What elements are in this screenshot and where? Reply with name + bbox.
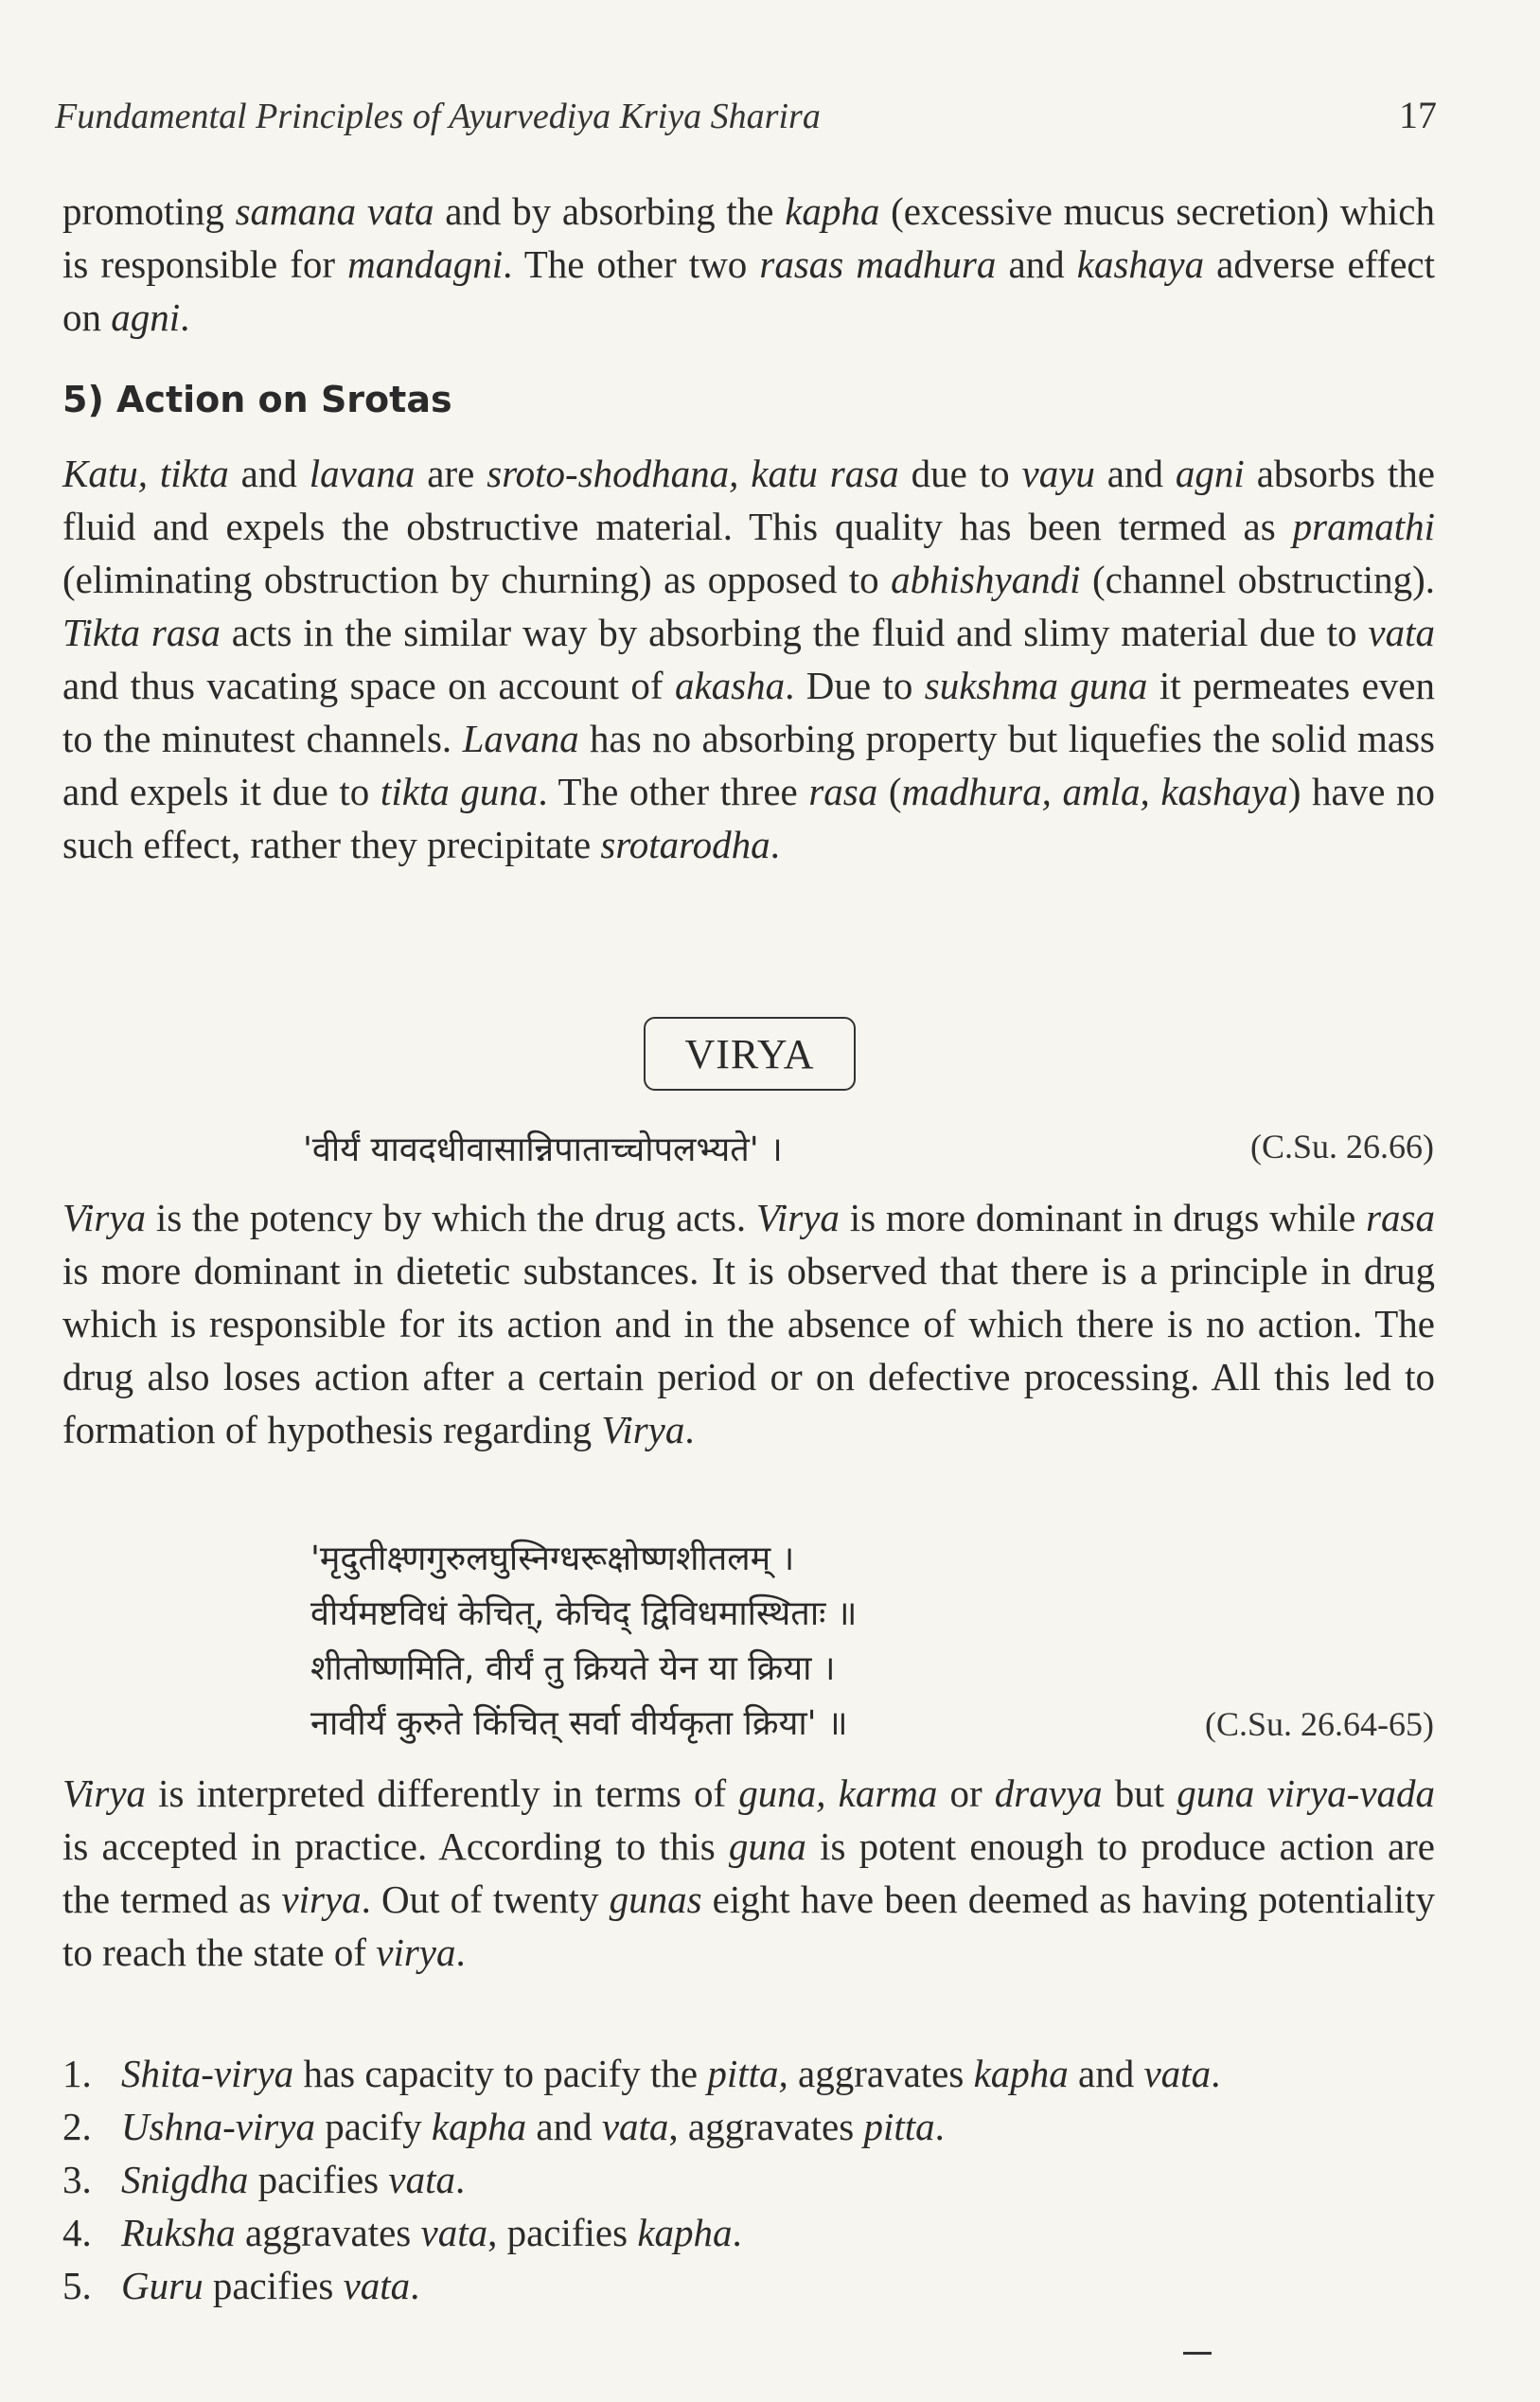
text-run: aggravates xyxy=(788,2052,974,2095)
text-run: are xyxy=(415,452,487,495)
italic-term: agni xyxy=(1175,452,1245,495)
list-text xyxy=(121,2100,1435,2153)
paragraph-samana-vata xyxy=(62,185,1435,344)
italic-term: Shita-virya xyxy=(121,2052,294,2095)
text-run: . xyxy=(455,1930,466,1974)
text-run: it permeates even to the minutest channels. xyxy=(62,664,1435,760)
text-run: . xyxy=(684,1408,695,1451)
paragraph-text xyxy=(62,447,1435,871)
list-text xyxy=(121,2206,1435,2259)
italic-term: Lavana xyxy=(462,717,579,760)
italic-term: vayu xyxy=(1021,452,1095,495)
paragraph-virya-definition xyxy=(62,1191,1435,1456)
virya-list xyxy=(62,2047,1435,2312)
italic-term: vata xyxy=(1143,2052,1212,2095)
verse-line: नावीर्यं कुरुते किंचित् सर्वा वीर्यकृता क्रिया' ॥ xyxy=(310,1704,848,1743)
italic-term: Virya xyxy=(62,1196,147,1239)
italic-term: tikta guna xyxy=(380,770,539,813)
page-dash-mark xyxy=(1183,2352,1212,2355)
italic-term: Virya xyxy=(755,1196,840,1239)
text-run: and xyxy=(1068,2052,1144,2095)
list-item xyxy=(62,2259,1435,2312)
text-run: has capacity to pacify the xyxy=(293,2052,708,2095)
text-run: is interpreted differently in terms of xyxy=(146,1771,739,1815)
list-text xyxy=(121,2153,1435,2206)
text-run: . Out of twenty xyxy=(361,1877,610,1921)
italic-term: vata xyxy=(601,2105,669,2148)
italic-term: Ushna-virya xyxy=(121,2105,315,2148)
text-run: adverse effect on xyxy=(62,242,1435,339)
text-run: and xyxy=(1094,452,1176,495)
italic-term: mandagni xyxy=(347,242,504,286)
list-number: 1. xyxy=(62,2052,92,2095)
text-run: . xyxy=(410,2264,420,2307)
text-run: (channel obstructing). xyxy=(1080,558,1436,601)
text-run: acts in the similar way by absorbing the fluid and slimy material due to xyxy=(220,611,1369,654)
italic-term: agni xyxy=(111,295,181,339)
text-run: absorbs the fluid and expels the obstructive material. This quality has been termed as xyxy=(62,452,1435,548)
italic-term: lavana xyxy=(309,452,416,495)
italic-term: Ruksha xyxy=(121,2211,236,2254)
text-run: and xyxy=(996,242,1077,286)
text-run: is more dominant in dietetic substances. It is observed that there is a principle in drug which is responsible for its action and in the absence of which there is no action. The drug also loses action after a certain period or on defective processing. All this led to formation of hypothesis regarding xyxy=(62,1249,1435,1451)
list-text xyxy=(121,2047,1435,2100)
text-run: (eliminating obstruction by churning) as opposed to xyxy=(62,558,892,601)
verse-line: शीतोष्णमिति, वीर्यं तु क्रियते येन या क्रिया । xyxy=(310,1649,836,1688)
sanskrit-quote: 'वीर्यं यावदधीवासान्निपाताच्चोपलभ्यते' । xyxy=(303,1130,783,1169)
paragraph-text xyxy=(62,185,1435,344)
text-run: or xyxy=(937,1771,995,1815)
italic-term: kapha xyxy=(973,2052,1069,2095)
text-run: aggravates xyxy=(235,2211,421,2254)
list-item xyxy=(62,2100,1435,2153)
list-item xyxy=(62,2206,1435,2259)
text-run: . xyxy=(732,2211,742,2254)
text-run: . xyxy=(180,295,190,339)
text-run: ( xyxy=(877,770,902,813)
citation: (C.Su. 26.66) xyxy=(1249,1128,1434,1165)
italic-term: akasha xyxy=(674,664,786,707)
italic-term: pramathi xyxy=(1292,505,1435,548)
italic-term: rasa xyxy=(1366,1196,1435,1239)
paragraph-text xyxy=(62,1767,1435,1979)
italic-term: kapha xyxy=(785,189,880,233)
text-run: ) have no such effect, rather they precipitate xyxy=(62,770,1436,866)
italic-term: Virya xyxy=(601,1408,685,1451)
text-run: , pacifies xyxy=(487,2211,638,2254)
list-text xyxy=(121,2259,1435,2312)
italic-term: vata xyxy=(1368,611,1435,654)
italic-term: vata xyxy=(388,2158,455,2201)
text-run: and thus vacating space on account of xyxy=(62,664,675,707)
paragraph-guna-virya xyxy=(62,1767,1435,1979)
text-run: and xyxy=(228,452,310,495)
running-head xyxy=(55,93,1437,159)
italic-term: madhura, amla, kashaya xyxy=(901,770,1288,813)
text-run: due to xyxy=(898,452,1022,495)
text-run: and xyxy=(526,2105,602,2148)
text-run: , aggravates xyxy=(668,2105,864,2148)
italic-term: srotarodha xyxy=(600,823,770,866)
italic-term: kapha xyxy=(637,2211,733,2254)
italic-term: sukshma guna xyxy=(924,664,1148,707)
text-run: (excessive mucus secretion) which is responsible for xyxy=(62,189,1436,286)
list-item xyxy=(62,2153,1435,2206)
text-run: is potent enough to produce action are the termed as xyxy=(62,1824,1435,1921)
italic-term: Guru xyxy=(121,2264,204,2307)
text-run: pacifies xyxy=(203,2264,344,2307)
text-run: . xyxy=(770,823,780,866)
text-run: but xyxy=(1102,1771,1177,1815)
list-number: 5. xyxy=(62,2264,92,2307)
list-number: 2. xyxy=(62,2105,92,2148)
paragraph-text xyxy=(62,1191,1435,1456)
italic-term: kashaya xyxy=(1076,242,1205,286)
italic-term: samana vata xyxy=(235,189,434,233)
italic-term: gunas xyxy=(609,1877,702,1921)
italic-term: sroto-shodhana, katu rasa xyxy=(487,452,899,495)
italic-term: dravya xyxy=(994,1771,1103,1815)
list-number: 4. xyxy=(62,2211,92,2254)
italic-term: virya xyxy=(376,1930,456,1974)
verse-line: 'मृदुतीक्ष्णगुरुलघुस्निग्धरूक्षोष्णशीतलम् । xyxy=(310,1539,795,1578)
italic-term: pitta xyxy=(863,2105,935,2148)
section-heading: 5) Action on Srotas xyxy=(62,379,452,420)
italic-term: guna xyxy=(728,1824,806,1868)
italic-term: vata xyxy=(420,2211,488,2254)
italic-term: pitta, xyxy=(707,2052,788,2095)
text-run: pacify xyxy=(314,2105,432,2148)
italic-term: guna virya-vada xyxy=(1177,1771,1436,1815)
text-run: is the potency by which the drug acts. xyxy=(146,1196,756,1239)
text-run: . The other three xyxy=(538,770,809,813)
list-item xyxy=(62,2047,1435,2100)
italic-term: kapha xyxy=(431,2105,527,2148)
italic-term: abhishyandi xyxy=(891,558,1081,601)
italic-term: Tikta rasa xyxy=(62,611,221,654)
text-run: . The other two xyxy=(503,242,760,286)
running-title: Fundamental Principles of Ayurvediya Kriya Sharira xyxy=(55,97,821,136)
page-number: 17 xyxy=(1399,94,1437,136)
text-run: promoting xyxy=(62,189,236,233)
italic-term: rasa xyxy=(808,770,878,813)
italic-term: Katu, tikta xyxy=(62,452,229,495)
text-run: is accepted in practice. According to this xyxy=(62,1824,729,1868)
text-run: and by absorbing the xyxy=(434,189,786,233)
italic-term: Snigdha xyxy=(121,2158,249,2201)
citation: (C.Su. 26.64-65) xyxy=(1205,1705,1434,1743)
text-run: has no absorbing property but liquefies the solid mass and expels it due to xyxy=(62,717,1435,813)
verse-line: वीर्यमष्टविधं केचित्, केचिद् द्विविधमास्थिताः ॥ xyxy=(310,1594,858,1633)
virya-title: VIRYA xyxy=(684,1030,815,1077)
text-run: eight have been deemed as having potentiality to reach the state of xyxy=(62,1877,1435,1974)
text-run: is more dominant in drugs while xyxy=(839,1196,1367,1239)
text-run: . xyxy=(934,2105,945,2148)
text-run: pacifies xyxy=(248,2158,389,2201)
virya-title-box xyxy=(644,1017,856,1091)
text-run: . xyxy=(1211,2052,1221,2095)
italic-term: guna, karma xyxy=(738,1771,938,1815)
list-number: 3. xyxy=(62,2158,92,2201)
italic-term: virya xyxy=(281,1877,362,1921)
italic-term: rasas madhura xyxy=(759,242,997,286)
text-run: . Due to xyxy=(785,664,925,707)
italic-term: vata xyxy=(343,2264,411,2307)
text-run: . xyxy=(454,2158,466,2201)
italic-term: Virya xyxy=(62,1771,147,1815)
paragraph-srotas xyxy=(62,447,1435,871)
